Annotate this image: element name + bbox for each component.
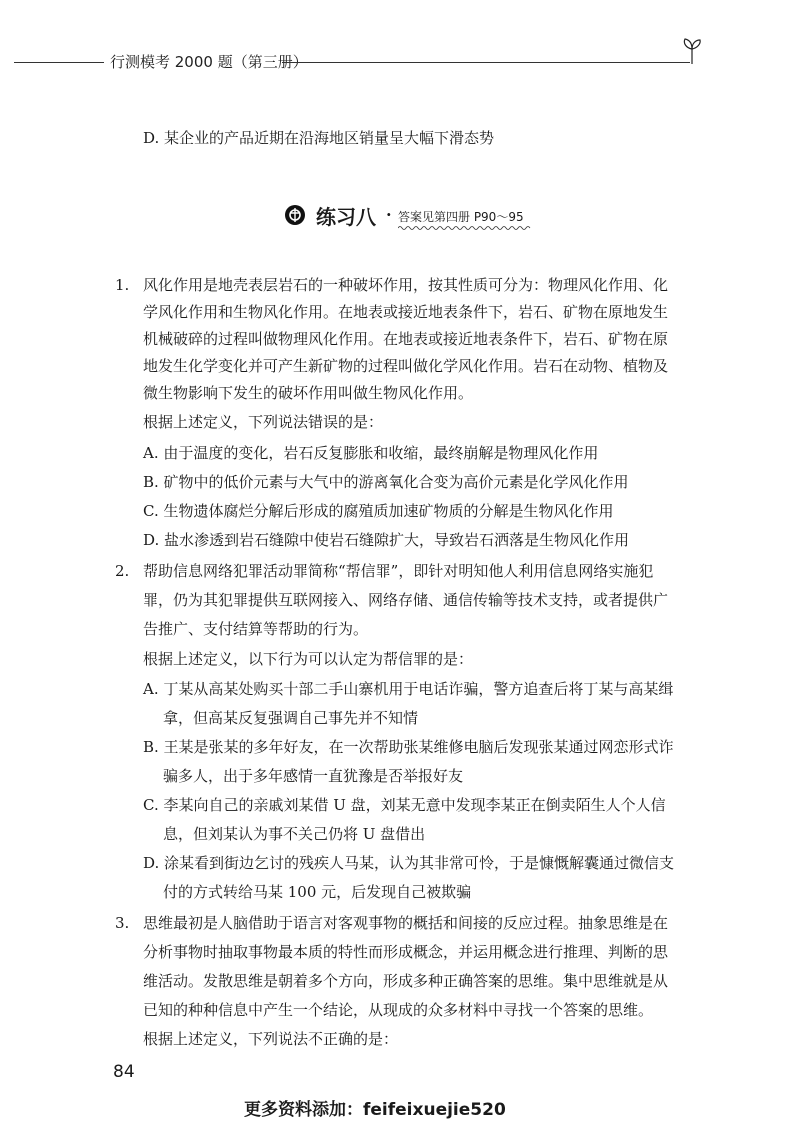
section-dot: ·	[386, 205, 392, 224]
running-header	[0, 48, 800, 78]
previous-option-d: D. 某企业的产品近期在沿海地区销量呈大幅下滑态势	[143, 129, 495, 147]
stem-line: 学风化作用和生物风化作用。在地表或接近地表条件下，岩石、矿物在原地发生	[143, 303, 669, 321]
option-d: D. 盐水渗透到岩石缝隙中使岩石缝隙扩大，导致岩石洒落是生物风化作用	[143, 531, 630, 549]
option-a: A. 丁某从高某处购买十部二手山寨机用于电话诈骗，警方追查后将丁某与高某缉	[143, 680, 674, 698]
stem-line: 思维最初是人脑借助于语言对客观事物的概括和间接的反应过程。抽象思维是在	[143, 914, 669, 932]
question-number: 3.	[115, 914, 130, 932]
question-prompt: 根据上述定义，以下行为可以认定为帮信罪的是：	[143, 650, 474, 668]
option-d: D. 涂某看到街边乞讨的残疾人马某，认为其非常可怜，于是慷慨解囊通过微信支	[143, 854, 675, 872]
sprout-icon	[680, 36, 704, 66]
stem-line: 帮助信息网络犯罪活动罪简称“帮信罪”，即针对明知他人利用信息网络实施犯	[143, 562, 654, 580]
question-prompt: 根据上述定义，下列说法不正确的是：	[143, 1030, 399, 1048]
header-rule-right	[282, 62, 690, 63]
answer-reference: 答案见第四册 P90～95	[398, 210, 524, 224]
stem-line: 已知的种种信息中产生一个结论，从现成的众多材料中寻找一个答案的思维。	[143, 1001, 654, 1019]
stem-line: 机械破碎的过程叫做物理风化作用。在地表或接近地表条件下，岩石、矿物在原	[143, 330, 669, 348]
stem-line: 微生物影响下发生的破坏作用叫做生物风化作用。	[143, 384, 474, 402]
stem-line: 分析事物时抽取事物最本质的特性而形成概念，并运用概念进行推理、判断的思	[143, 943, 669, 961]
question-prompt: 根据上述定义，下列说法错误的是：	[143, 413, 384, 431]
page-number: 84	[113, 1062, 135, 1082]
question-number: 1.	[115, 276, 130, 294]
section-heading	[284, 201, 604, 231]
option-a: A. 由于温度的变化，岩石反复膨胀和收缩，最终崩解是物理风化作用	[143, 444, 599, 462]
stem-line: 风化作用是地壳表层岩石的一种破坏作用，按其性质可分为：物理风化作用、化	[143, 276, 669, 294]
section-badge-icon	[284, 204, 306, 226]
option-b: B. 王某是张某的多年好友，在一次帮助张某维修电脑后发现张某通过网恋形式诈	[143, 738, 674, 756]
option-d-continued: 付的方式转给马某 100 元，后发现自己被欺骗	[163, 883, 472, 901]
option-b: B. 矿物中的低价元素与大气中的游离氧化合变为高价元素是化学风化作用	[143, 473, 629, 491]
footer-watermark-text: 更多资料添加：feifeixuejie520	[244, 1100, 506, 1120]
header-rule-left	[14, 62, 104, 63]
section-title: 练习八	[316, 205, 376, 229]
question-number: 2.	[115, 562, 130, 580]
stem-line: 告推广、支付结算等帮助的行为。	[143, 620, 369, 638]
option-a-continued: 拿，但高某反复强调自己事先并不知情	[163, 709, 419, 727]
stem-line: 地发生化学变化并可产生新矿物的过程叫做化学风化作用。岩石在动物、植物及	[143, 357, 669, 375]
wavy-underline	[398, 225, 532, 231]
option-c: C. 李某向自己的亲戚刘某借 U 盘，刘某无意中发现李某正在倒卖陌生人个人信	[143, 796, 666, 814]
stem-line: 维活动。发散思维是朝着多个方向，形成多种正确答案的思维。集中思维就是从	[143, 972, 669, 990]
option-b-continued: 骗多人，出于多年感情一直犹豫是否举报好友	[163, 767, 464, 785]
option-c-continued: 息，但刘某认为事不关己仍将 U 盘借出	[163, 825, 426, 843]
stem-line: 罪，仍为其犯罪提供互联网接入、网络存储、通信传输等技术支持，或者提供广	[143, 591, 669, 609]
header-title: 行测模考 2000 题（第三册）	[110, 53, 308, 71]
option-c: C. 生物遗体腐烂分解后形成的腐殖质加速矿物质的分解是生物风化作用	[143, 502, 614, 520]
